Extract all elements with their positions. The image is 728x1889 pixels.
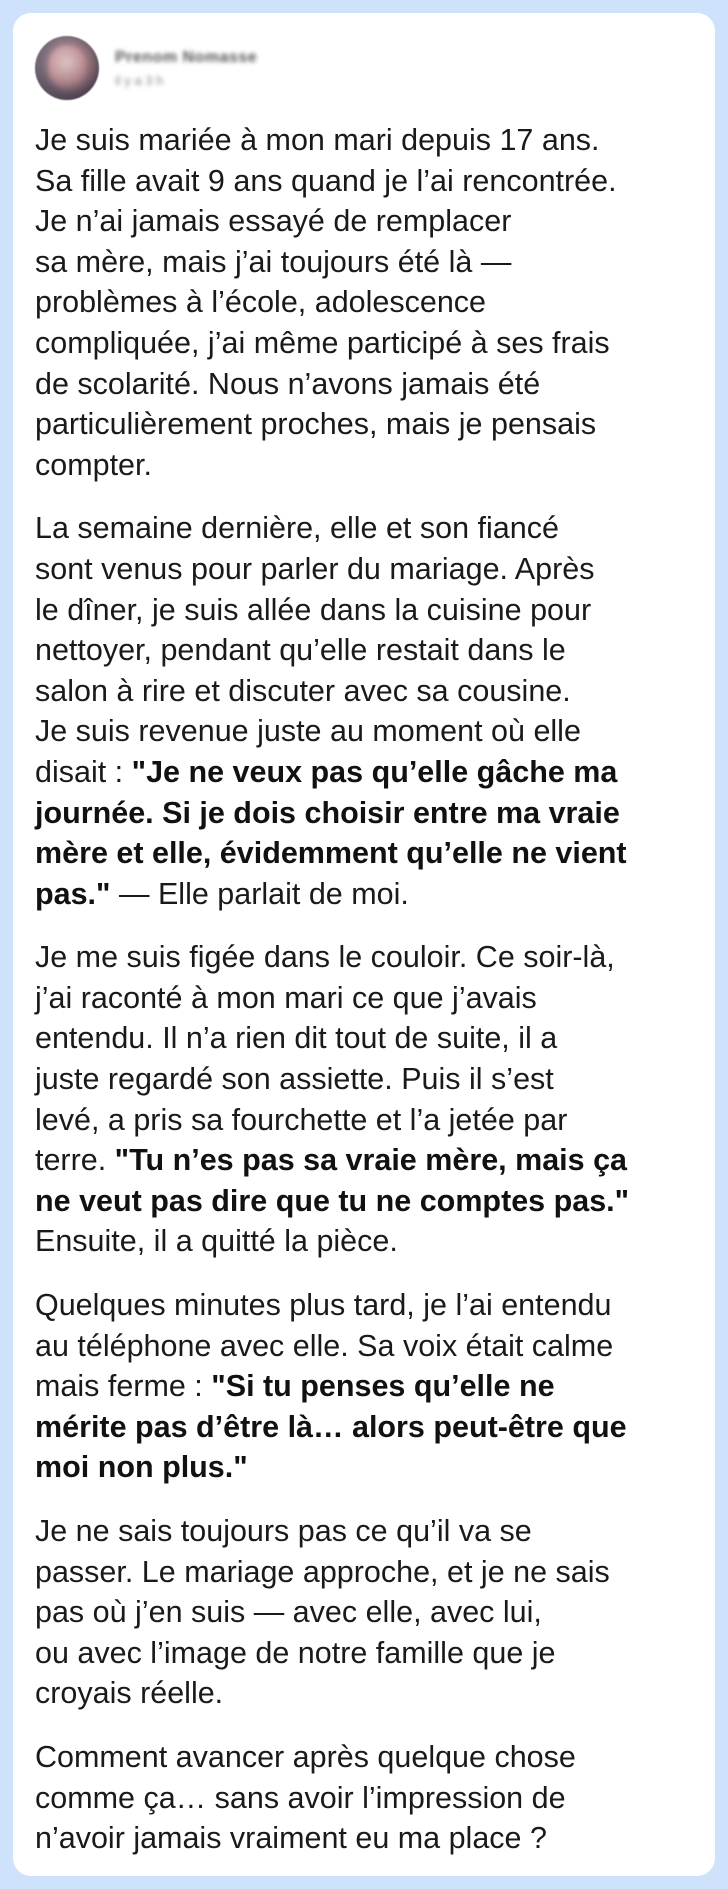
text-line: [35, 752, 705, 793]
text-line: [35, 833, 705, 874]
body-text-segment: sa mère, mais j’ai toujours été là —: [35, 244, 512, 279]
text-line: [35, 793, 705, 834]
body-text-segment: juste regardé son assiette. Puis il s’est: [35, 1062, 554, 1097]
body-text-segment: n’avoir jamais vraiment eu ma place ?: [35, 1821, 547, 1856]
post-body: [35, 120, 705, 1859]
text-line: [35, 508, 705, 549]
body-text-segment: mais ferme :: [35, 1369, 212, 1404]
body-text-segment: levé, a pris sa fourchette et l’a jetée par: [35, 1102, 568, 1137]
text-line: [35, 937, 705, 978]
body-text-segment: Quelques minutes plus tard, je l’ai entendu: [35, 1288, 612, 1323]
body-text-segment: Ensuite, il a quitté la pièce.: [35, 1224, 398, 1259]
text-line: [35, 874, 705, 915]
body-text-segment: Je n’ai jamais essayé de remplacer: [35, 204, 512, 239]
text-line: [35, 364, 705, 405]
text-line: [35, 1059, 705, 1100]
quote-text: mérite pas d’être là… alors peut-être que: [35, 1409, 627, 1444]
text-line: [35, 445, 705, 486]
quote-text: "Tu n’es pas sa vraie mère, mais ça: [114, 1143, 628, 1178]
body-text-segment: pas où j’en suis — avec elle, avec lui,: [35, 1595, 542, 1630]
body-text-segment: problèmes à l’école, adolescence: [35, 285, 486, 320]
quote-text: journée. Si je dois choisir entre ma vraie: [35, 795, 620, 830]
quote-text: pas.": [35, 876, 111, 911]
text-line: [35, 1592, 705, 1633]
text-line: [35, 549, 705, 590]
text-line: [35, 1407, 705, 1448]
quote-text: moi non plus.": [35, 1450, 248, 1485]
text-line: [35, 978, 705, 1019]
body-text-segment: ou avec l’image de notre famille que je: [35, 1635, 556, 1670]
body-text-segment: — Elle parlait de moi.: [110, 876, 409, 911]
post-paragraph: [35, 120, 705, 485]
text-line: [35, 1778, 705, 1819]
body-text-segment: passer. Le mariage approche, et je ne sais: [35, 1554, 610, 1589]
text-line: [35, 1633, 705, 1674]
author-name[interactable]: Prenom Nomasse: [115, 48, 258, 66]
body-text-segment: Je ne sais toujours pas ce qu’il va se: [35, 1514, 532, 1548]
text-line: [35, 1737, 705, 1778]
post-paragraph: [35, 1511, 705, 1714]
text-line: [35, 1140, 705, 1181]
body-text-segment: terre.: [35, 1143, 115, 1178]
body-text-segment: le dîner, je suis allée dans la cuisine pour: [35, 592, 592, 627]
body-text-segment: compter.: [35, 447, 152, 482]
text-line: [35, 1018, 705, 1059]
body-text-segment: j’ai raconté à mon mari ce que j’avais: [35, 980, 537, 1015]
body-text-segment: nettoyer, pendant qu’elle restait dans le: [35, 633, 566, 668]
body-text-segment: Je suis revenue juste au moment où elle: [35, 714, 581, 749]
body-text-segment: croyais réelle.: [35, 1676, 224, 1711]
text-line: [35, 323, 705, 364]
text-line: [35, 201, 705, 242]
body-text-segment: Je me suis figée dans le couloir. Ce soir-là,: [35, 940, 615, 975]
body-text-segment: sont venus pour parler du mariage. Après: [35, 551, 595, 586]
quote-text: "Si tu penses qu’elle ne: [211, 1369, 555, 1404]
post-paragraph: [35, 1737, 705, 1859]
text-line: [35, 120, 705, 161]
post-card: [13, 13, 715, 1876]
body-text-segment: au téléphone avec elle. Sa voix était calme: [35, 1328, 614, 1363]
quote-text: "Je ne veux pas qu’elle gâche ma: [131, 754, 618, 789]
post-paragraph: [35, 508, 705, 914]
body-text-segment: salon à rire et discuter avec sa cousine.: [35, 673, 571, 708]
text-line: [35, 1100, 705, 1141]
text-line: [35, 1366, 705, 1407]
text-line: [35, 1447, 705, 1488]
body-text-segment: Sa fille avait 9 ans quand je l’ai rencontrée.: [35, 163, 617, 198]
text-line: [35, 711, 705, 752]
text-line: [35, 1818, 705, 1859]
text-line: [35, 161, 705, 202]
author-avatar[interactable]: [35, 36, 99, 100]
quote-text: mère et elle, évidemment qu’elle ne vient: [35, 836, 627, 871]
body-text-segment: Je suis mariée à mon mari depuis 17 ans.: [35, 123, 600, 157]
body-text-segment: compliquée, j’ai même participé à ses frais: [35, 325, 610, 360]
quote-text: ne veut pas dire que tu ne comptes pas.": [35, 1183, 630, 1218]
text-line: [35, 1221, 705, 1262]
text-line: [35, 404, 705, 445]
text-line: [35, 242, 705, 283]
text-line: [35, 630, 705, 671]
text-line: [35, 1285, 705, 1326]
body-text-segment: de scolarité. Nous n’avons jamais été: [35, 366, 541, 401]
body-text-segment: Comment avancer après quelque chose: [35, 1739, 576, 1774]
text-line: [35, 1326, 705, 1367]
body-text-segment: particulièrement proches, mais je pensais: [35, 407, 597, 442]
text-line: [35, 590, 705, 631]
post-header: [35, 33, 257, 103]
body-text-segment: comme ça… sans avoir l’impression de: [35, 1780, 566, 1815]
author-meta: [115, 49, 257, 88]
text-line: [35, 1181, 705, 1222]
post-paragraph: [35, 937, 705, 1262]
text-line: [35, 1552, 705, 1593]
text-line: [35, 1511, 705, 1552]
body-text-segment: disait :: [35, 754, 132, 789]
text-line: [35, 1673, 705, 1714]
text-line: [35, 282, 705, 323]
text-line: [35, 671, 705, 712]
body-text-segment: La semaine dernière, elle et son fiancé: [35, 511, 559, 546]
body-text-segment: entendu. Il n’a rien dit tout de suite, il a: [35, 1021, 558, 1056]
post-paragraph: [35, 1285, 705, 1488]
post-timestamp: il y a 3 h: [115, 72, 164, 88]
